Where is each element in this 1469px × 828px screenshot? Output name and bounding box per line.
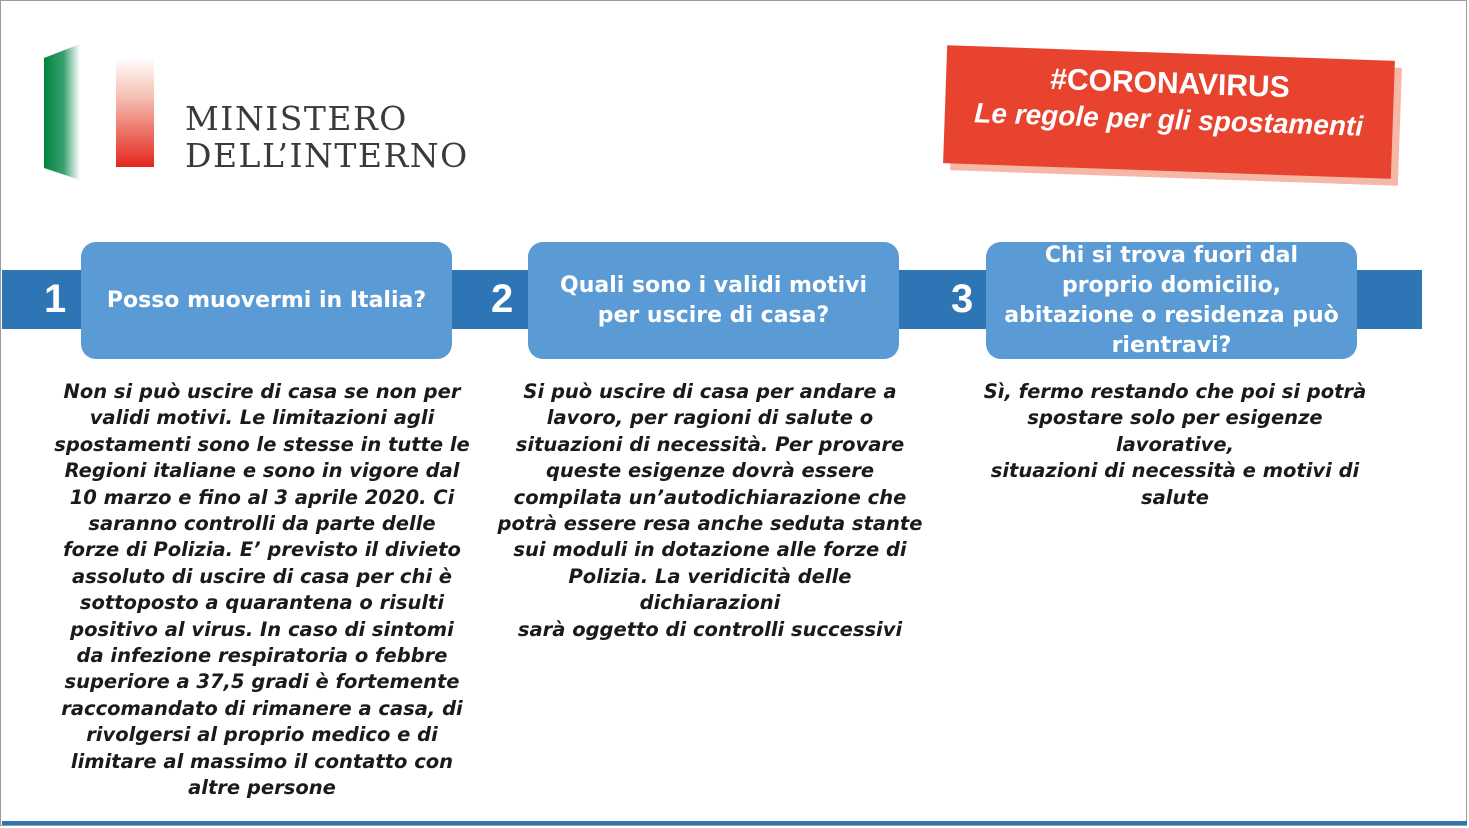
answer-line: lavoro, per ragioni di salute o bbox=[546, 406, 874, 430]
answer-line: positivo al virus. In caso di sintomi bbox=[70, 617, 454, 641]
answer-line: salute bbox=[1141, 485, 1209, 509]
answer-line: queste esigenze dovrà essere bbox=[545, 459, 875, 483]
step-question-card-1 bbox=[81, 242, 452, 359]
answer-line: Sì, fermo restando che poi si potrà bbox=[983, 380, 1367, 403]
answer-line: Regioni italiane e sono in vigore dal bbox=[64, 459, 460, 483]
answer-line: assoluto di uscire di casa per chi è bbox=[71, 564, 453, 588]
answer-line: rivolgersi al proprio medico e di bbox=[86, 723, 438, 747]
step-question-3: Chi si trova fuori dal proprio domicilio, abitazione o residenza può rientravi? bbox=[1004, 242, 1339, 358]
answer-line: spostamenti sono le stesse in tutte le bbox=[54, 432, 470, 456]
answer-line: sui moduli in dotazione alle forze di bbox=[513, 538, 907, 562]
step-question-1: Posso muovermi in Italia? bbox=[106, 287, 427, 313]
ministry-name-line2: DELL’INTERNO bbox=[185, 136, 469, 175]
answer-line: Non si può uscire di casa se non per bbox=[63, 380, 461, 403]
step-number-3: 3 bbox=[951, 277, 974, 321]
bottom-divider bbox=[2, 821, 1467, 825]
answer-line: saranno controlli da parte delle bbox=[88, 512, 436, 536]
ministry-name bbox=[185, 100, 469, 174]
step-answer-3 bbox=[965, 379, 1385, 511]
step-number-1: 1 bbox=[44, 277, 67, 321]
answer-line: 10 marzo e fino al 3 aprile 2020. Ci bbox=[69, 485, 455, 509]
step-question-2: Quali sono i validi motivi per uscire di casa? bbox=[560, 272, 867, 328]
answer-line: limitare al massimo il contatto con bbox=[70, 749, 454, 773]
step-answer-2 bbox=[495, 379, 925, 643]
answer-line: altre persone bbox=[188, 776, 336, 800]
answer-line: raccomandato di rimanere a casa, di bbox=[61, 696, 463, 720]
coronavirus-banner bbox=[943, 45, 1395, 179]
answer-line: superiore a 37,5 gradi è fortemente bbox=[64, 670, 460, 694]
step-answer-1 bbox=[52, 379, 472, 802]
answer-line: situazioni di necessità. Per provare bbox=[515, 432, 905, 456]
step-number-2: 2 bbox=[491, 277, 514, 321]
italian-flag-logo-icon bbox=[44, 44, 156, 180]
answer-line: Si può uscire di casa per andare a bbox=[523, 380, 897, 403]
step-question-card-2 bbox=[528, 242, 899, 359]
answer-line: potrà essere resa anche seduta stante bbox=[497, 512, 923, 536]
step-question-card-3 bbox=[986, 242, 1357, 359]
answer-line: validi motivi. Le limitazioni agli bbox=[89, 406, 435, 430]
answer-line: Polizia. La veridicità delle dichiarazioni bbox=[568, 564, 852, 615]
banner-title: #CORONAVIRUS bbox=[1049, 62, 1291, 105]
answer-line: sottoposto a quarantena o risulti bbox=[79, 591, 445, 615]
answer-line: compilata un’autodichiarazione che bbox=[513, 485, 907, 509]
answer-line: spostare solo per esigenze lavorative, bbox=[1027, 406, 1323, 456]
ministry-name-line1: MINISTERO bbox=[185, 99, 408, 138]
answer-line: da infezione respiratoria o febbre bbox=[76, 644, 448, 668]
answer-line: forze di Polizia. E’ previsto il divieto bbox=[63, 538, 461, 562]
banner-subtitle: Le regole per gli spostamenti bbox=[973, 97, 1364, 142]
answer-line: sarà oggetto di controlli successivi bbox=[517, 617, 903, 641]
answer-line: situazioni di necessità e motivi di bbox=[990, 459, 1360, 483]
